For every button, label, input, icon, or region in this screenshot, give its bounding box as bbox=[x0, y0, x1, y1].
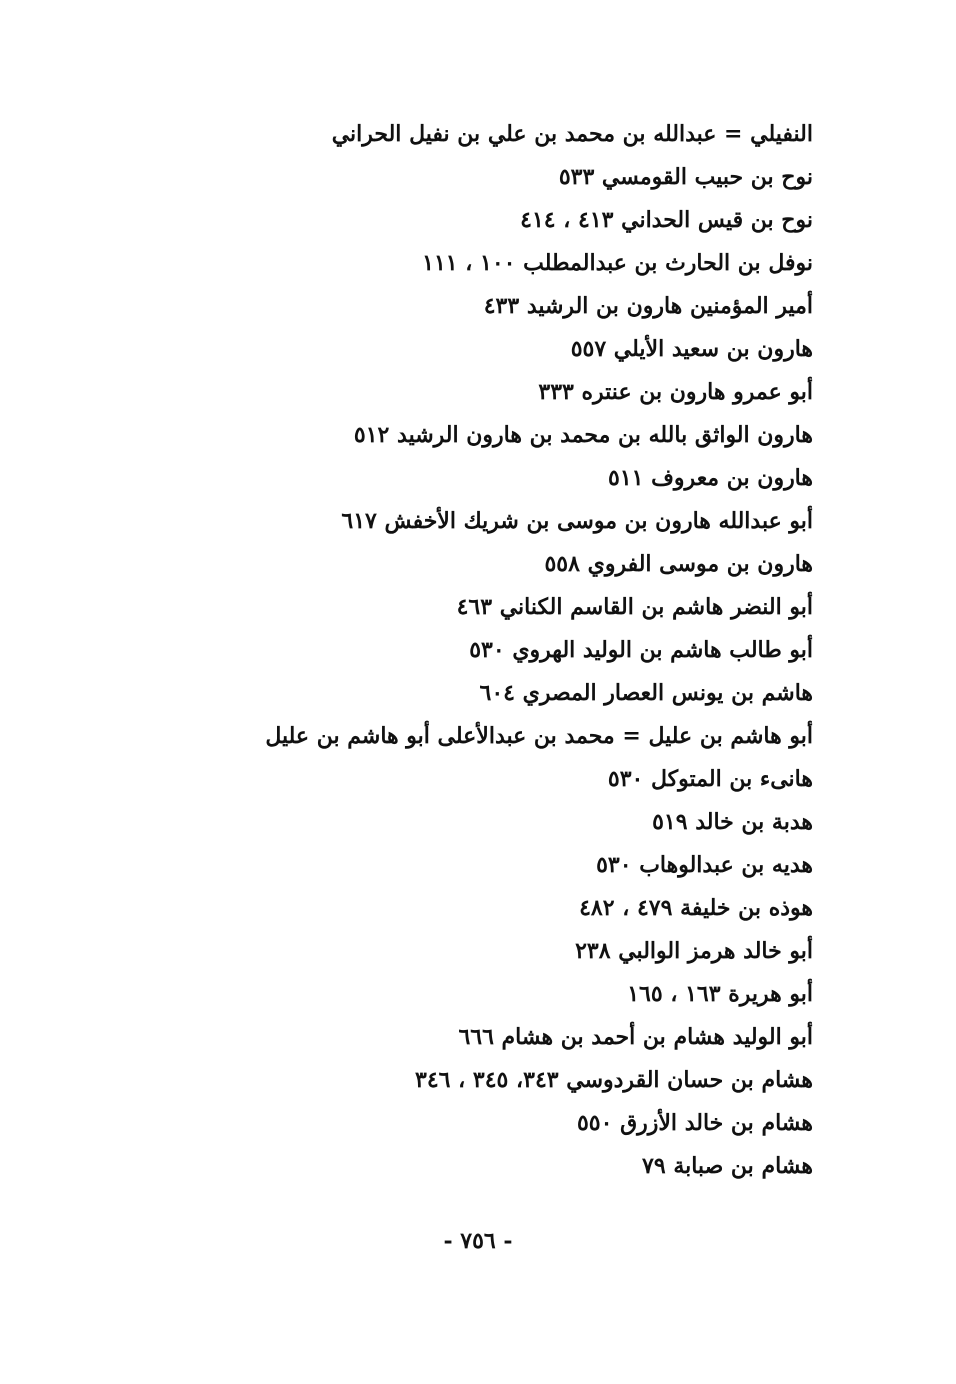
index-entry: أبو النضر هاشم بن القاسم الكناني ٤٦٣ bbox=[456, 594, 813, 620]
index-entry: هدبة بن خالد ٥١٩ bbox=[652, 809, 813, 835]
index-entry: هاشم بن يونس العصار المصري ٦٠٤ bbox=[479, 680, 813, 706]
index-entry: أبو هريرة ١٦٣ ، ١٦٥ bbox=[627, 981, 813, 1007]
index-entry: نوح بن حبيب القومسي ٥٣٣ bbox=[558, 164, 813, 190]
index-entry: هارون بن معروف ٥١١ bbox=[608, 465, 813, 491]
index-entry: هوذه بن خليفة ٤٧٩ ، ٤٨٢ bbox=[579, 895, 813, 921]
index-entry: هشام بن خالد الأزرق ٥٥٠ bbox=[576, 1110, 813, 1136]
index-entry: أبو طالب هاشم بن الوليد الهروي ٥٣٠ bbox=[469, 637, 813, 663]
index-entry: هديه بن عبدالوهاب ٥٣٠ bbox=[596, 852, 813, 878]
index-entry: هانىء بن المتوكل ٥٣٠ bbox=[607, 766, 813, 792]
index-entry: أبو هاشم بن عليل = محمد بن عبدالأعلى أبو هاشم بن عليل bbox=[265, 723, 813, 749]
index-entry: هارون بن سعيد الأيلي ٥٥٧ bbox=[570, 336, 813, 362]
index-entry: هشام بن حسان القردوسي ٣٤٣، ٣٤٥ ، ٣٤٦ bbox=[415, 1067, 813, 1093]
index-entry: هارون بن موسى الفروي ٥٥٨ bbox=[544, 551, 813, 577]
index-entry: أمير المؤمنين هارون بن الرشيد ٤٣٣ bbox=[483, 293, 813, 319]
page-number: - ٧٥٦ - bbox=[443, 1228, 513, 1254]
index-entry: أبو عمرو هارون بن عنتره ٣٣٣ bbox=[538, 379, 813, 405]
index-entry: نوفل بن الحارث بن عبدالمطلب ١٠٠ ، ١١١ bbox=[422, 250, 813, 276]
name-index-list bbox=[213, 113, 813, 1188]
index-entry: هشام بن صبابة ٧٩ bbox=[642, 1153, 813, 1179]
index-entry: النفيلي = عبدالله بن محمد بن علي بن نفيل الحراني bbox=[331, 121, 813, 147]
index-entry: هارون الواثق بالله بن محمد بن هارون الرشيد ٥١٢ bbox=[353, 422, 813, 448]
index-entry: أبو عبدالله هارون بن موسى بن شريك الأخفش ٦١٧ bbox=[341, 508, 813, 534]
index-entry: نوح بن قيس الحداني ٤١٣ ، ٤١٤ bbox=[520, 207, 813, 233]
index-entry: أبو الوليد هشام بن أحمد بن هشام ٦٦٦ bbox=[458, 1024, 813, 1050]
index-entry: أبو خالد هرمز الوالبي ٢٣٨ bbox=[575, 938, 813, 964]
